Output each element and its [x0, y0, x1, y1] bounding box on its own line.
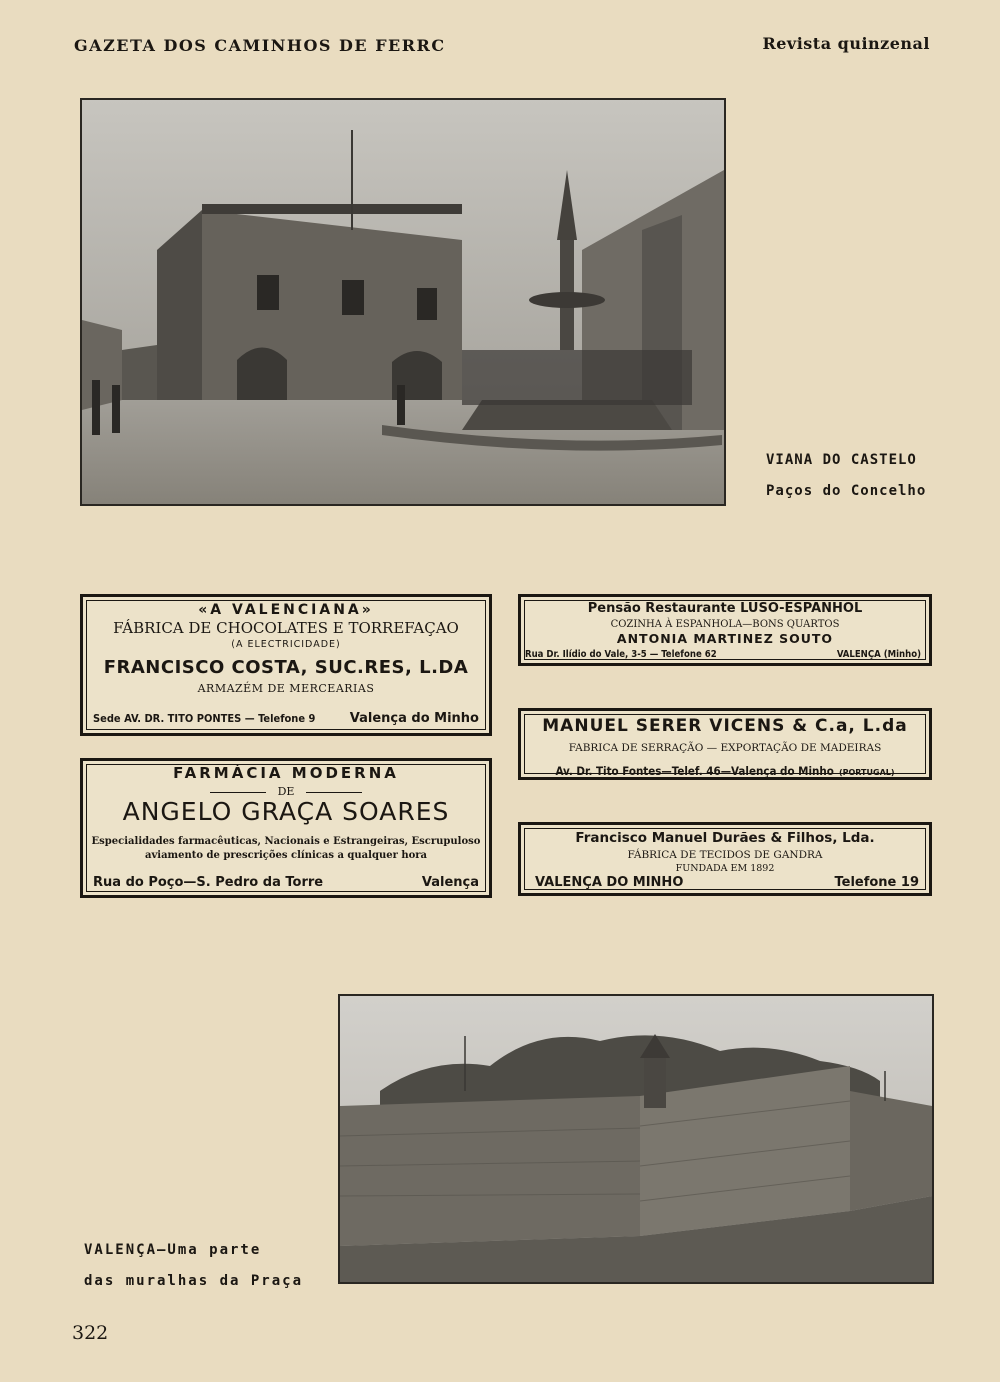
ad-farmacia-owner: ANGELO GRAÇA SOARES: [122, 797, 450, 826]
ad-valenciana-name: «A VALENCIANA»: [198, 602, 374, 618]
ad-pensao-town: VALENÇA (Minho): [836, 649, 921, 660]
ad-farmacia-line1: Especialidades farmacêuticas, Nacionais e Estrangeiras, Escrupuloso: [91, 836, 481, 847]
magazine-title: GAZETA DOS CAMINHOS DE FERRC: [74, 36, 446, 55]
ad-duraes-line2: FUNDADA EM 1892: [675, 863, 775, 874]
ad-farmacia-line2: aviamento de prescrições clínicas a qualquer hora: [144, 850, 428, 861]
ad-pensao-line1: COZINHA À ESPANHOLA—BONS QUARTOS: [610, 619, 840, 630]
ad-pensao-address: Rua Dr. Ilídio do Vale, 3-5 — Telefone 62: [525, 649, 717, 660]
ad-valenciana-address: Sede AV. DR. TITO PONTES — Telefone 9: [93, 712, 316, 725]
ad-pensao-luso-espanhol: [518, 594, 932, 666]
ad-valenciana-owner: FRANCISCO COSTA, SUC.RES, L.DA: [103, 657, 469, 678]
viana-do-castelo-photo: [80, 98, 726, 506]
ad-valenciana-line2: (A ELECTRICIDADE): [231, 639, 341, 650]
ad-serer-country: (PORTUGAL): [838, 768, 895, 777]
valenca-caption: [84, 1235, 303, 1297]
viana-caption-subject: Paços do Concelho: [766, 483, 927, 499]
ad-a-valenciana: [80, 594, 492, 736]
ad-farmacia-town: Valença: [421, 875, 479, 890]
ad-farmacia-name: FARMÁCIA MODERNA: [173, 764, 399, 782]
ad-duraes-name: Francisco Manuel Durães & Filhos, Lda.: [575, 830, 875, 846]
ad-farmacia-de-label: DE: [277, 785, 295, 798]
ad-serer-name: MANUEL SERER VICENS & C.a, L.da: [542, 716, 908, 736]
ad-valenciana-town: Valença do Minho: [349, 711, 479, 726]
ad-serer-address: Av. Dr. Tito Fontes—Telef. 46—Valença do Minho: [555, 764, 834, 778]
page-number: 322: [72, 1322, 109, 1344]
ad-duraes-town: VALENÇA DO MINHO: [535, 875, 684, 890]
ad-serer-line1: FABRICA DE SERRAÇÃO — EXPORTAÇÃO DE MADEIRAS: [568, 742, 882, 754]
viana-caption-place: VIANA DO CASTELO: [766, 452, 917, 468]
ad-pensao-owner: ANTONIA MARTINEZ SOUTO: [616, 631, 834, 646]
ad-francisco-manuel-duraes: [518, 822, 932, 896]
ad-farmacia-moderna: [80, 758, 492, 898]
ad-valenciana-line3: ARMAZÉM DE MERCEARIAS: [197, 682, 375, 695]
valenca-walls-photo: [338, 994, 934, 1284]
viana-caption: [766, 445, 926, 507]
ad-farmacia-address: Rua do Poço—S. Pedro da Torre: [93, 875, 324, 890]
ad-pensao-name: Pensão Restaurante LUSO-ESPANHOL: [587, 601, 863, 616]
ad-duraes-line1: FÁBRICA DE TECIDOS DE GANDRA: [627, 849, 823, 861]
ad-duraes-phone: Telefone 19: [834, 875, 919, 890]
ad-valenciana-line1: FÁBRICA DE CHOCOLATES E TORREFAÇAO: [113, 619, 459, 637]
ad-manuel-serer-vicens: [518, 708, 932, 780]
valenca-caption-line2: das muralhas da Praça: [84, 1273, 304, 1289]
magazine-subtitle: Revista quinzenal: [762, 34, 930, 53]
valenca-caption-line1: VALENÇA—Uma parte: [84, 1242, 262, 1258]
